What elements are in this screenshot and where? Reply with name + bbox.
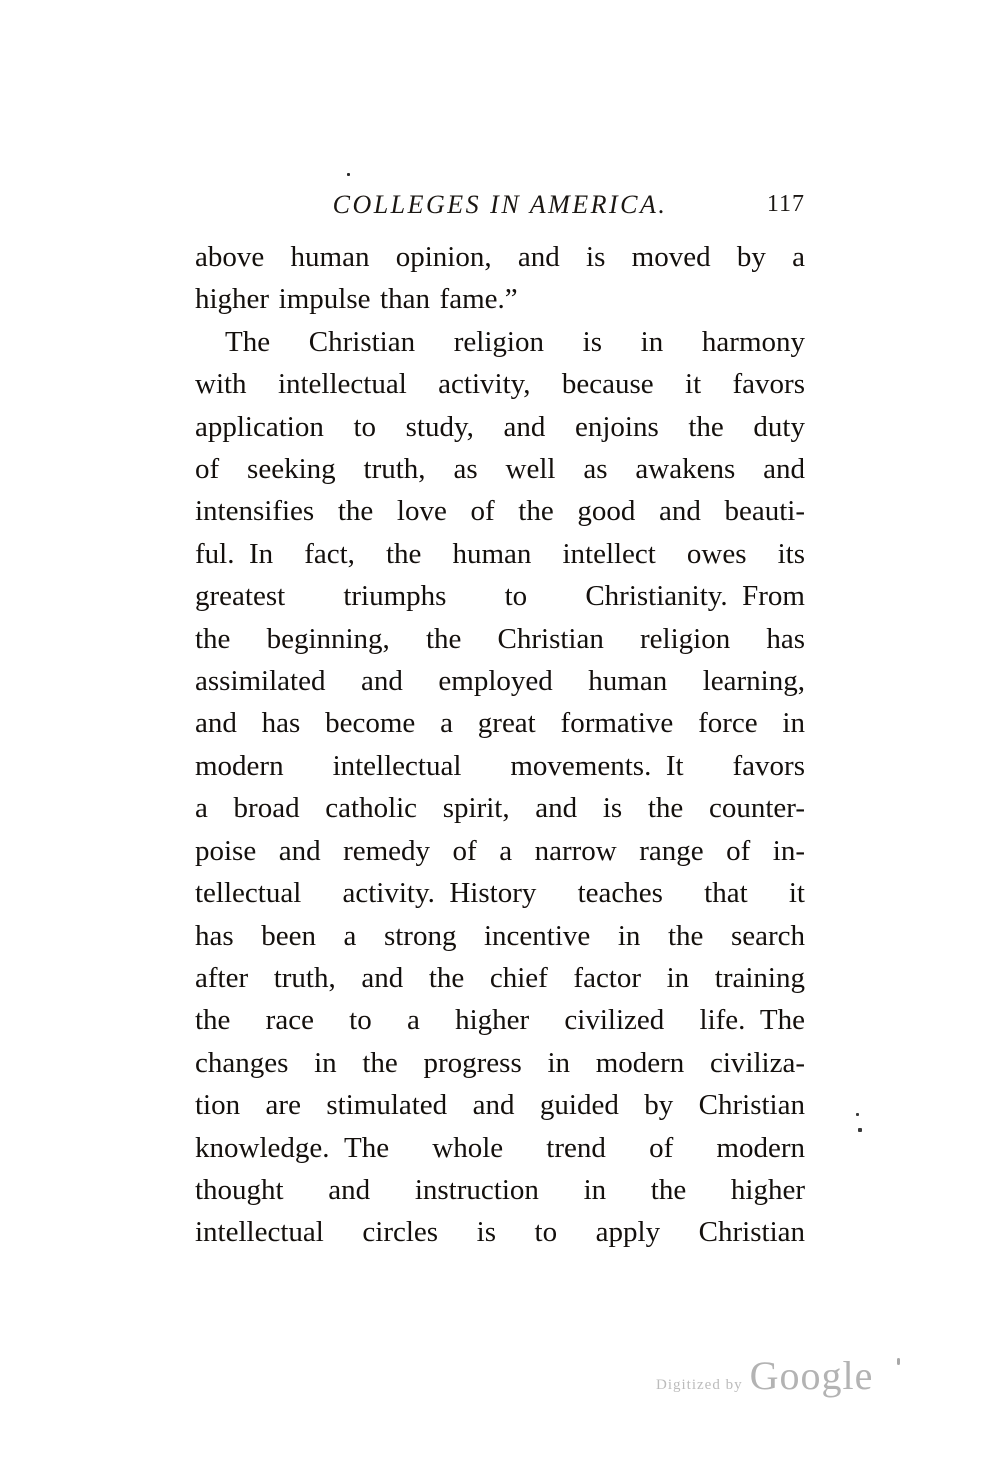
scan-artifact-tick bbox=[897, 1358, 900, 1365]
body-text bbox=[195, 236, 805, 1254]
text-line: changes in the progress in modern civiliza- bbox=[195, 1046, 805, 1079]
text-line: thought and instruction in the higher bbox=[195, 1173, 805, 1206]
text-line: tellectual activity. History teaches that it bbox=[195, 877, 805, 910]
running-title: COLLEGES IN AMERICA. bbox=[332, 190, 668, 219]
text-line: poise and remedy of a narrow range of in- bbox=[195, 834, 805, 867]
text-line: intellectual circles is to apply Christian bbox=[195, 1216, 805, 1249]
page-header bbox=[195, 190, 805, 224]
text-line: has been a strong incentive in the search bbox=[195, 919, 805, 952]
text-line: and has become a great formative force in bbox=[195, 707, 805, 740]
scan-artifact-dot bbox=[856, 1113, 859, 1116]
text-line: greatest triumphs to Christianity. From bbox=[195, 580, 805, 613]
scan-artifact-dot bbox=[347, 173, 350, 176]
text-line: the race to a higher civilized life. The bbox=[195, 1004, 805, 1037]
page-number: 117 bbox=[766, 191, 805, 217]
watermark-prefix-label: Digitized by bbox=[656, 1377, 743, 1393]
text-line: the beginning, the Christian religion has bbox=[195, 622, 805, 655]
text-line: of seeking truth, as well as awakens and bbox=[195, 453, 805, 486]
text-line: modern intellectual movements. It favors bbox=[195, 749, 805, 782]
text-line: after truth, and the chief factor in training bbox=[195, 961, 805, 994]
text-line: tion are stimulated and guided by Christian bbox=[195, 1089, 805, 1122]
text-line: knowledge. The whole trend of modern bbox=[195, 1131, 805, 1164]
text-line: a broad catholic spirit, and is the counter- bbox=[195, 792, 805, 825]
text-line: with intellectual activity, because it favors bbox=[195, 368, 805, 401]
watermark bbox=[656, 1352, 873, 1399]
google-logo: Google bbox=[749, 1353, 874, 1398]
text-line: application to study, and enjoins the duty bbox=[195, 410, 805, 443]
text-line: intensifies the love of the good and beauti- bbox=[195, 495, 805, 528]
text-line: above human opinion, and is moved by a bbox=[195, 241, 805, 273]
text-line: ful. In fact, the human intellect owes its bbox=[195, 537, 805, 570]
scan-artifact-dot bbox=[858, 1128, 862, 1132]
text-line: The Christian religion is in harmony bbox=[225, 325, 805, 358]
text-line: higher impulse than fame.” bbox=[195, 283, 518, 316]
text-line: assimilated and employed human learning, bbox=[195, 665, 805, 698]
